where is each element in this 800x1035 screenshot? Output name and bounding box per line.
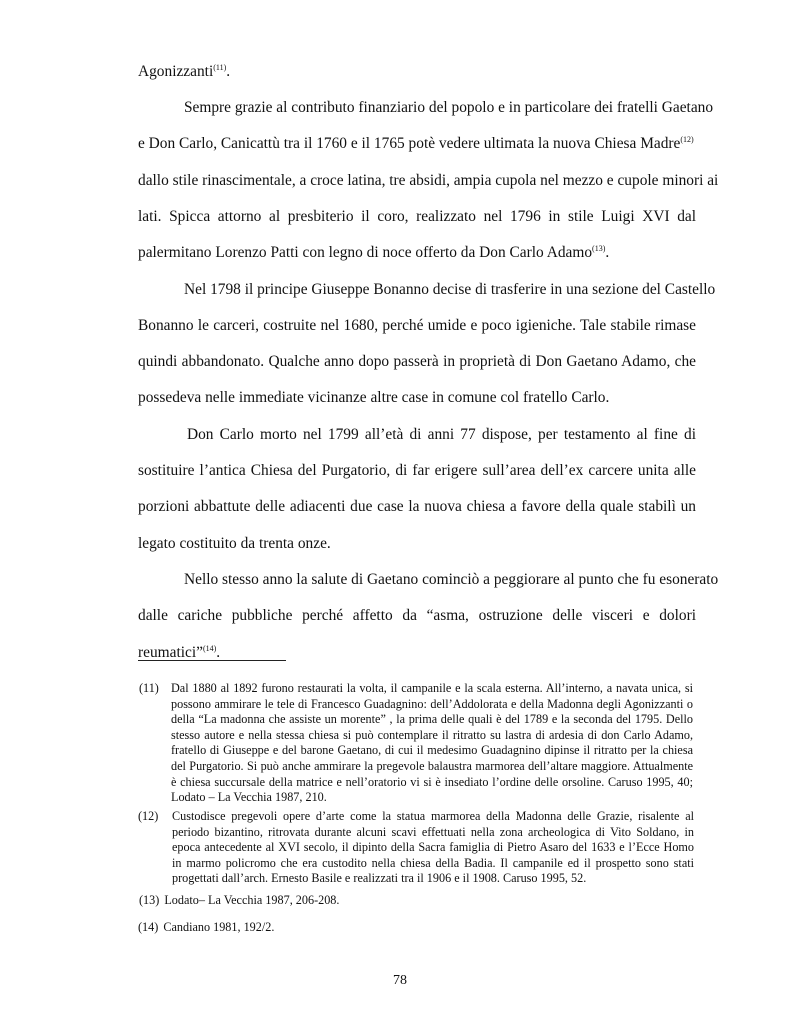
footnote-ref[interactable]: (13): [592, 244, 606, 253]
footnote-ref[interactable]: (11): [213, 63, 227, 72]
body-line: dalle cariche pubbliche perché affetto da “asma, ostruzione delle visceri e dolori: [138, 607, 696, 624]
body-line: legato costituito da trenta onze.: [138, 535, 331, 552]
body-line: sostituire l’antica Chiesa del Purgatorio, di far erigere sull’area dell’ex carcere unita alle: [138, 462, 696, 479]
body-line: Sempre grazie al contributo finanziario del popolo e in particolare dei fratelli Gaetano: [184, 99, 714, 116]
body-line: dallo stile rinascimentale, a croce latina, tre absidi, ampia cupola nel mezzo e cupole minori ai: [138, 172, 719, 189]
footnote-13: [139, 893, 339, 909]
body-line: Don Carlo morto nel 1799 all’età di anni 77 dispose, per testamento al fine di: [187, 426, 696, 443]
body-line: Bonanno le carceri, costruite nel 1680, perché umide e poco igieniche. Tale stabile rimase: [138, 317, 696, 334]
body-line: quindi abbandonato. Qualche anno dopo passerà in proprietà di Don Gaetano Adamo, che: [138, 353, 696, 370]
footnote-ref[interactable]: (12): [680, 135, 694, 144]
footnote-number: (11): [139, 681, 159, 695]
body-line: palermitano Lorenzo Patti con legno di noce offerto da Don Carlo Adamo$^{(13)}$.: [138, 244, 610, 261]
body-line: lati. Spicca attorno al presbiterio il coro, realizzato nel 1796 in stile Luigi XVI dal: [138, 208, 696, 225]
page-number: 78: [393, 973, 407, 988]
body-line: Nel 1798 il principe Giuseppe Bonanno decise di trasferire in una sezione del Castello: [184, 281, 716, 298]
body-line: Agonizzanti$^{(11)}$.: [138, 63, 231, 80]
body-line: reumatici”$^{(14)}$.: [138, 644, 221, 661]
body-line: possedeva nelle immediate vicinanze altre case in comune col fratello Carlo.: [138, 389, 610, 406]
footnote-ref[interactable]: (14): [202, 644, 217, 653]
footnote-number: (12): [138, 809, 159, 823]
footnote-number: (13): [139, 893, 160, 907]
footnote-text: Custodisce pregevoli opere d’arte come la statua marmorea della Madonna delle Grazie, risalente al periodo bizantino, ritrovata durante alcuni scavi effettuati nella zona archeologica di Vito Soldano, in epoca antecedente al XVI secolo, il dipinto della Sacra famiglia di Pietro Asaro del 1633 e l’Ecce Homo in marmo policromo che era custodito nella chiesa della Badia. Il campanile ed il prospetto sono stati progettati dall’arch. Ernesto Basile e realizzati tra il 1906 e il 1908. Caruso 1995, 52.: [172, 809, 694, 886]
footnote-text: Candiano 1981, 192/2.: [163, 920, 275, 934]
footnote-number: (14): [138, 920, 159, 934]
body-line: e Don Carlo, Canicattù tra il 1760 e il 1765 potè vedere ultimata la nuova Chiesa Madre$^{(12)}$: [138, 135, 694, 152]
body-line: Nello stesso anno la salute di Gaetano cominciò a peggiorare al punto che fu esonerato: [184, 571, 719, 588]
footnote-14: [138, 920, 274, 936]
footnote-text: Dal 1880 al 1892 furono restaurati la volta, il campanile e la scala esterna. All’interno, a navata unica, si possono ammirare le tele di Francesco Guadagnino: dell’Addolorata e della Madonna degli Agonizzanti o della “La madonna che assiste un morente” , la prima delle quali è del 1789 e la seconda del 1795. Dello stesso autore e nella stessa chiesa si può contemplare il ritratto su lastra di ardesia di don Carlo Adamo, fratello di Giuseppe e del barone Gaetano, di cui il medesimo Guadagnino dipinse il ritratto per la chiesa del Purgatorio. Si può anche ammirare la pregevole balaustra marmorea dell’altare maggiore. Attualmente è chiesa succursale della matrice e nell’oratorio vi si è insediato l’ordine delle orsoline. Caruso 1995, 40; Lodato – La Vecchia 1987, 210.: [171, 681, 693, 805]
footnote-separator: [138, 660, 286, 661]
body-line: porzioni abbattute delle adiacenti due case la nuova chiesa a favore della quale stabilì un: [138, 498, 696, 515]
footnote-text: Lodato– La Vecchia 1987, 206-208.: [164, 893, 340, 907]
